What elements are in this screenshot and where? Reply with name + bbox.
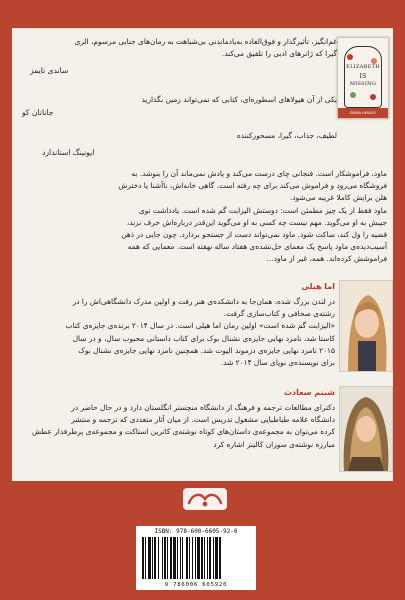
barcode-bars — [142, 537, 250, 579]
synopsis — [17, 168, 387, 266]
translator-bio-line: دانشگاه علامه طباطبایی مشغول تدریس است. از میان آثار متعددی که ترجمه و منتشر — [71, 415, 335, 425]
barcode-space — [221, 537, 222, 579]
review-line: غم‌انگیز، تأثیرگذار و فوق‌العاده به‌یادماندنی بی‌شباهت به رمان‌های جنایی مرسوم، الری — [74, 37, 337, 46]
synopsis-line: فروشگاه می‌رود و فراموش می‌کند برای چه رفته است. گاهی خانه‌اش، ناآشنا یا دخترش — [118, 181, 387, 191]
translator-bio-line: مبارزه نوشته‌ی سوزان کالینز اشاره کرد — [213, 439, 335, 449]
review-line: یکی از آن هیولاهای اسطوره‌ای، کتابی که نمی‌تواند زمین بگذارید — [141, 95, 337, 104]
synopsis-line: هلن برایش کاملا غریبه می‌شود. — [289, 193, 387, 203]
review-1-source: ساندی تایمز — [30, 66, 69, 75]
author-bio — [15, 296, 335, 369]
author-bio-line: کاستا شد، نامزد نهایی جایزه‌ی نشنال بوک برای کتاب داستانی محبوب سال، و در سال — [72, 333, 335, 343]
cover-title-2: IS — [359, 73, 367, 80]
publisher-logo — [183, 488, 227, 510]
author-name: اما هیلی — [301, 282, 335, 291]
review-3-source: ایونینگ استاندارد — [42, 148, 95, 157]
synopsis-line: قضیه را ول کند، ساکت شود. ماود نمی‌تواند دست از جستجو بردارد. چون جایی در ذهن — [121, 230, 387, 240]
author-bio-line: رشته‌ی صحافی و کتاب‌سازی گرفت. — [223, 309, 335, 319]
synopsis-line: ماود فقط از یک چیز مطمئن است: دوستش الیزابت گم شده است. یادداشت توی — [138, 205, 387, 215]
author-bio-line: ۲۰۱۵ نامزد نهایی جایزه‌ی دزموند الیوت شد. همچنین نامزد نهایی جایزه‌ی نشنال بوک — [78, 345, 335, 355]
isbn-text: ISBN: 978-600-6605-92-0 — [154, 528, 238, 535]
synopsis-line: جیبش به او می‌گوید. مهم نیست چه کسی به او می‌گوید این‌قدر دربار‌ه‌اش حرف نزند، — [126, 217, 387, 227]
translator-bio-line: دکترای مطالعات ترجمه و فرهنگ از دانشگاه منچستر انگلستان دارد و در حال حاضر در — [71, 403, 335, 412]
cover-author: EMMA HEALEY — [338, 108, 388, 118]
author-bio-line: برای نویسنده‌ی نوپای سال ۲۰۱۴ شد. — [220, 358, 335, 368]
review-1-quote — [17, 36, 337, 60]
review-3-quote — [37, 130, 337, 142]
book-cover-thumbnail — [337, 37, 389, 119]
review-line: لطیف، جذاب، گیرا، مسحورکننده — [236, 131, 337, 140]
translator-photo — [339, 386, 393, 472]
cover-title-1: ELIZABETH — [346, 64, 380, 70]
isbn-barcode — [136, 526, 256, 590]
review-2-quote — [37, 94, 337, 106]
flower-icon — [350, 92, 356, 98]
translator-bio-line: کرده می‌توان به مجموعه‌ی داستان‌های کوتاه نوشته‌ی کاترین استاکت و مجموعه‌ی پرطرفدار عطش — [31, 427, 335, 437]
translator-name: شبنم سعادت — [284, 388, 335, 397]
flower-icon — [347, 54, 353, 60]
synopsis-line: فراموشش کرده‌اند. همه، غیر از ماود... — [266, 254, 387, 264]
author-bio-line: در لندن بزرگ شده، همان‌جا به دانشکده‌ی هنر رفت و اولین مدرک دانشگاهی‌اش را در — [72, 297, 335, 306]
review-2-source: جاناتان کو — [22, 108, 54, 117]
flower-icon — [370, 94, 376, 100]
cover-title-3: MISSING — [349, 81, 377, 87]
author-bio-line: «الیزابت گم شده است» اولین رمان اما هیلی است. در سال ۲۰۱۴ برنده‌ی جایزه‌ی کتاب — [65, 321, 335, 331]
review-line: گیرا که ژانرهای ادبی را تلفیق می‌کند. — [221, 49, 337, 59]
translator-bio — [10, 402, 335, 451]
synopsis-line: آسیب‌دیده‌ی ماود پاسخ یک معمای حل‌نشده‌ی هفتاد ساله نهفته است. معمایی که همه — [127, 242, 387, 252]
synopsis-line: ماود، فراموشکار است. فنجانی چای درست می‌کند و یادش نمی‌ماند آن را بنوشد. به — [131, 169, 387, 178]
barcode-digits: 9 786006 605920 — [164, 582, 228, 588]
author-photo — [339, 280, 393, 372]
